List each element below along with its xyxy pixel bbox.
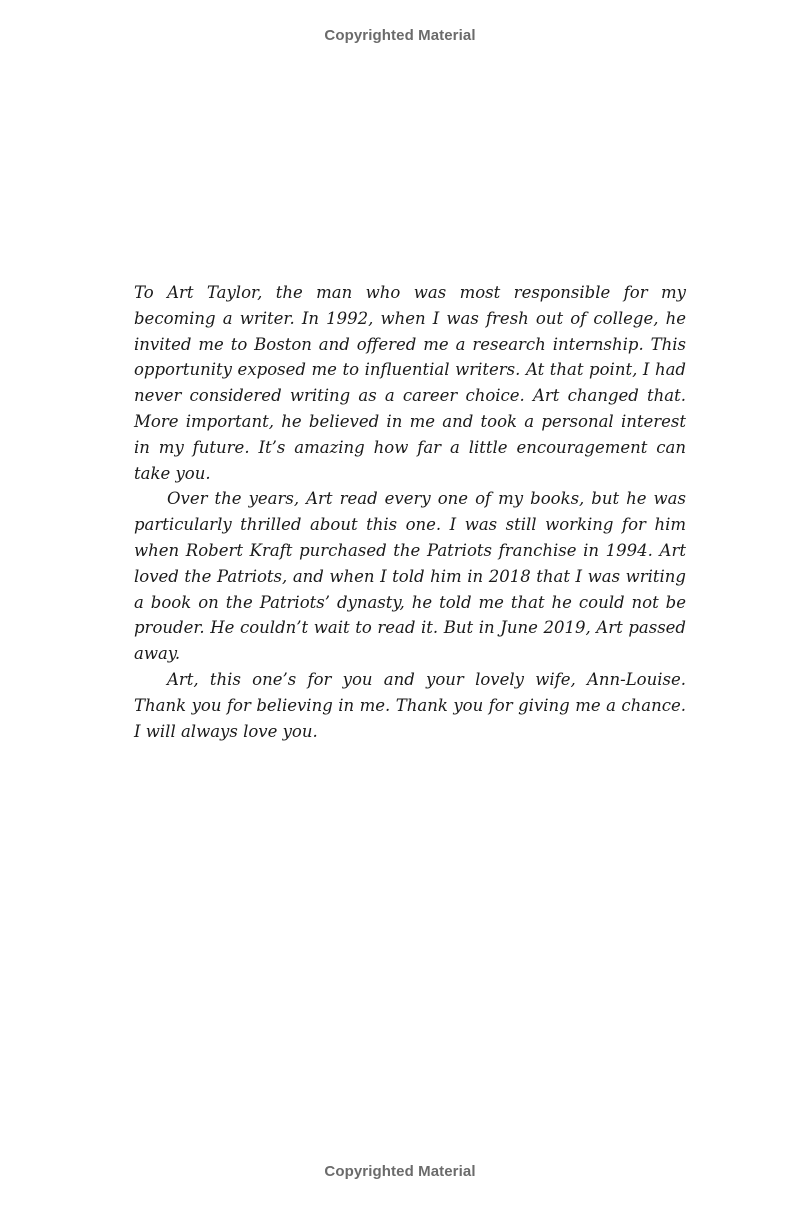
dedication-paragraph-1: To Art Taylor, the man who was most responsible for my becoming a writer. In 1992, when I was fresh out of college, he invited me to Boston and offered me a research internship. This opportunity exposed me to influential writers. At that point, I had never considered writing as a career choice. Art changed that. More important, he believed in me and took a personal interest in my future. It’s amazing how far a little encouragement can take you. — [134, 283, 686, 483]
copyright-watermark-top: Copyrighted Material — [324, 27, 476, 44]
dedication-paragraph-3: Art, this one’s for you and your lovely wife, Ann-Louise. Thank you for believing in me. Thank you for giving me a chance. I will always love you. — [134, 669, 686, 741]
copyright-watermark-bottom: Copyrighted Material — [324, 1163, 476, 1180]
dedication-text — [134, 280, 686, 744]
dedication-paragraph-2: Over the years, Art read every one of my books, but he was particularly thrilled about this one. I was still working for him when Robert Kraft purchased the Patriots franchise in 1994. Art loved the Patriots, and when I told him in 2018 that I was writing a book on the Patriots’ dynasty, he told me that he could not be prouder. He couldn’t wait to read it. But in June 2019, Art passed away. — [134, 489, 686, 664]
